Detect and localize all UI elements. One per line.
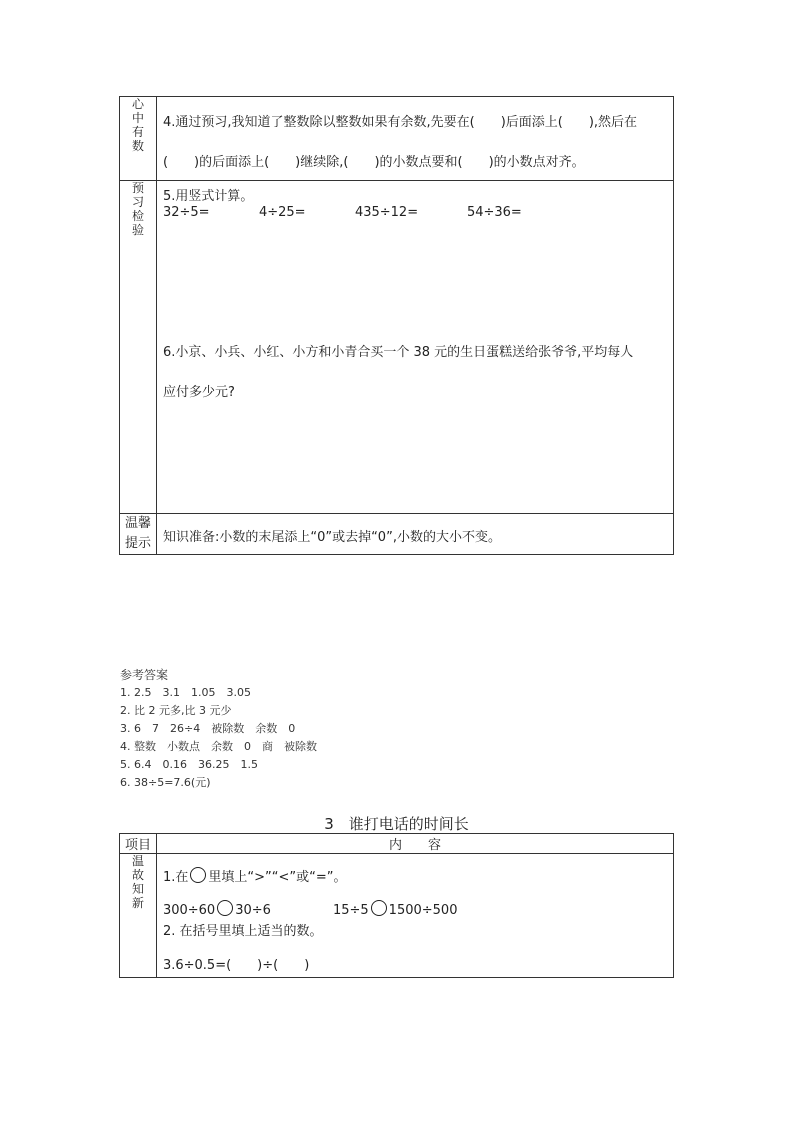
question-2: 2. 在括号里填上适当的数。 [162, 924, 323, 939]
q1-suffix: 里填上“>”“<”或“=”。 [208, 870, 347, 885]
header-neirong: 内 容 [156, 834, 673, 854]
label-char: 温 [131, 854, 144, 868]
label-char: 预 [131, 181, 144, 195]
label-char: 故 [131, 868, 144, 882]
answer-section [120, 666, 317, 792]
header-xiangmu: 项目 [120, 834, 157, 854]
label-char: 检 [131, 209, 144, 223]
blank-circle-icon[interactable] [371, 900, 387, 916]
row-label-yuxijianyan [120, 181, 157, 514]
calc-item: 435÷12= [354, 205, 419, 220]
answer-line: 5. 6.4 0.16 36.25 1.5 [120, 758, 258, 771]
label-line: 提示 [124, 536, 151, 551]
compare-a [163, 900, 271, 918]
label-char: 验 [131, 223, 144, 237]
answer-line: 3. 6 7 26÷4 被除数 余数 0 [120, 722, 296, 735]
label-char: 新 [131, 896, 144, 910]
compare-b [333, 900, 458, 918]
section-3-title: 3 谁打电话的时间长 [324, 815, 469, 833]
question-4-line1: 4.通过预习,我知道了整数除以整数如果有余数,先要在( )后面添上( ),然后在 [162, 115, 638, 130]
blank-circle-icon[interactable] [217, 900, 233, 916]
tip-text: 知识准备:小数的末尾添上“0”或去掉“0”,小数的大小不变。 [162, 530, 501, 545]
row-label-wengu [120, 854, 157, 978]
answer-line: 2. 比 2 元多,比 3 元少 [120, 704, 232, 717]
row-label-wenxintishi [120, 514, 157, 555]
answer-line: 4. 整数 小数点 余数 0 商 被除数 [120, 740, 317, 753]
label-char: 习 [131, 195, 144, 209]
question-4-line2: ( )的后面添上( )继续除,( )的小数点要和( )的小数点对齐。 [162, 155, 585, 170]
calc-item: 4÷25= [258, 205, 306, 220]
answer-line: 1. 2.5 3.1 1.05 3.05 [120, 686, 251, 699]
label-char: 知 [131, 882, 144, 896]
label-char: 中 [131, 111, 144, 125]
label-char: 有 [131, 125, 144, 139]
calc-item: 54÷36= [466, 205, 522, 220]
question-6-line1: 6.小京、小兵、小红、小方和小青合买一个 38 元的生日蛋糕送给张爷爷,平均每人 [162, 345, 634, 360]
review-table [119, 833, 674, 978]
question-2-expr: 3.6÷0.5=( )÷( ) [162, 958, 310, 973]
answer-line: 6. 38÷5=7.6(元) [120, 776, 211, 789]
compare-b-left: 15÷5 [332, 903, 369, 918]
row-label-xinzhongyoushu [120, 97, 157, 181]
question-6-line2: 应付多少元? [162, 385, 235, 400]
compare-a-right: 30÷6 [235, 903, 271, 918]
question-5-6-cell [156, 181, 673, 514]
blank-circle-icon[interactable] [190, 867, 206, 883]
answer-title: 参考答案 [120, 668, 169, 682]
preview-table [119, 96, 674, 555]
question-4-cell [156, 97, 673, 181]
compare-a-left: 300÷60 [162, 903, 216, 918]
q1-prefix: 1.在 [162, 870, 189, 885]
question-1 [163, 866, 347, 885]
tip-cell [156, 514, 673, 555]
label-line: 温馨 [124, 516, 151, 531]
calc-item: 32÷5= [162, 205, 210, 220]
label-char: 数 [131, 139, 144, 153]
review-content-cell [156, 854, 673, 978]
question-5-title: 5.用竖式计算。 [162, 189, 254, 204]
compare-b-right: 1500÷500 [388, 903, 458, 918]
label-char: 心 [131, 97, 144, 111]
